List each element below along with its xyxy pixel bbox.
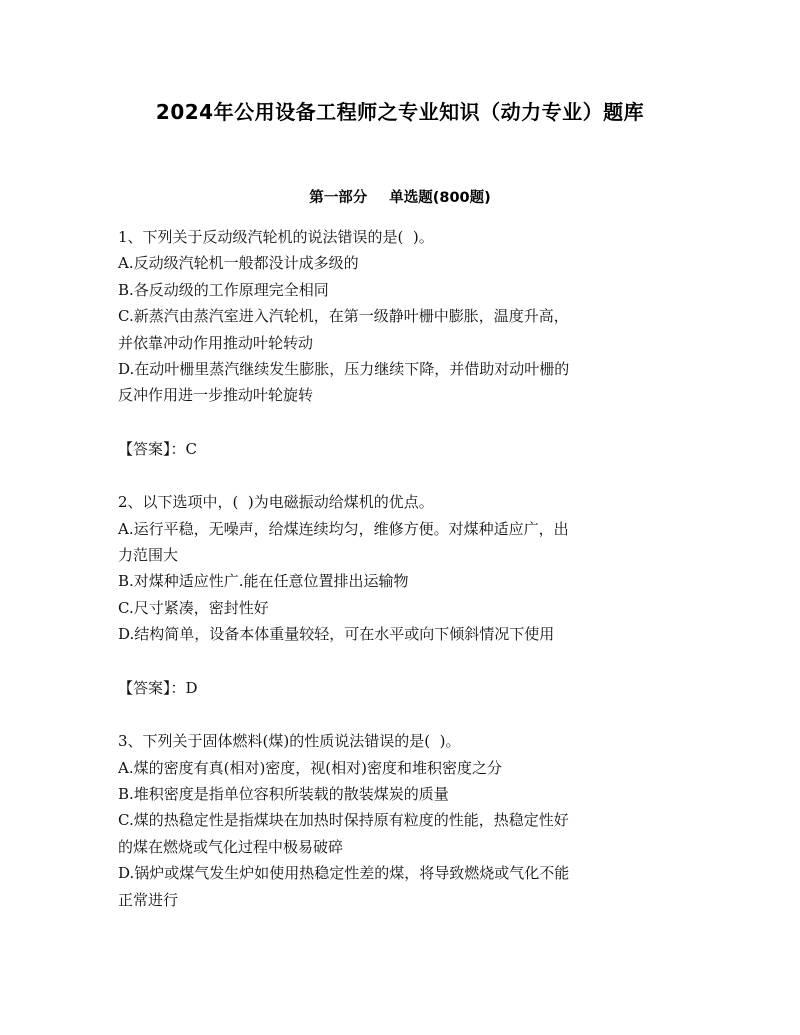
option-c-continuation: 的煤在燃烧或气化过程中极易破碎	[118, 837, 344, 856]
option-d: D.在动叶栅里蒸汽继续发生膨胀，压力继续下降，并借助对动叶栅的	[118, 360, 570, 379]
option-d-continuation: 正常进行	[118, 890, 179, 909]
option-b: B.对煤种适应性广.能在任意位置排出运输物	[118, 572, 409, 591]
answer-1	[118, 436, 678, 462]
option-a: A.反动级汽轮机一般都没计成多级的	[118, 254, 359, 273]
question-stem: 3、下列关于固体燃料(煤)的性质说法错误的是( )。	[118, 732, 461, 751]
section-heading	[0, 186, 800, 207]
option-c: C.煤的热稳定性是指煤块在加热时保持原有粒度的性能，热稳定性好	[118, 811, 569, 830]
question-1	[118, 224, 678, 409]
option-a-continuation: 力范围大	[118, 546, 179, 565]
option-d-continuation: 反冲作用进一步推动叶轮旋转	[118, 386, 314, 405]
question-2	[118, 489, 678, 647]
answer-label: 【答案】：	[118, 439, 186, 458]
option-b: B.各反动级的工作原理完全相同	[118, 280, 329, 299]
answer-label: 【答案】：	[118, 678, 186, 697]
section-part-label: 第一部分	[309, 190, 368, 206]
answer-value: D	[185, 678, 198, 697]
option-b: B.堆积密度是指单位容积所装载的散装煤炭的质量	[118, 784, 449, 803]
question-list	[118, 224, 678, 913]
answer-value: C	[185, 439, 197, 458]
answer-2	[118, 675, 678, 701]
question-3	[118, 728, 678, 913]
section-heading-label: 单选题(800题)	[389, 190, 491, 206]
option-a: A.运行平稳，无噪声，给煤连续均匀，维修方便。对煤种适应广，出	[118, 519, 569, 538]
option-d: D.锅炉或煤气发生炉如使用热稳定性差的煤，将导致燃烧或气化不能	[118, 864, 570, 883]
question-stem: 2、以下选项中，( )为电磁振动给煤机的优点。	[118, 493, 434, 512]
page-title: 2024年公用设备工程师之专业知识（动力专业）题库	[155, 100, 645, 124]
option-c: C.尺寸紧凑，密封性好	[118, 598, 269, 617]
option-a: A.煤的密度有真(相对)密度，视(相对)密度和堆积密度之分	[118, 758, 503, 777]
option-d: D.结构简单，设备本体重量较轻，可在水平或向下倾斜情况下使用	[118, 625, 555, 644]
option-c-continuation: 并依靠冲动作用推动叶轮转动	[118, 333, 314, 352]
question-stem: 1、下列关于反动级汽轮机的说法错误的是( )。	[118, 228, 434, 246]
option-c: C.新蒸汽由蒸汽室进入汽轮机，在第一级静叶栅中膨胀，温度升高，	[118, 307, 569, 326]
